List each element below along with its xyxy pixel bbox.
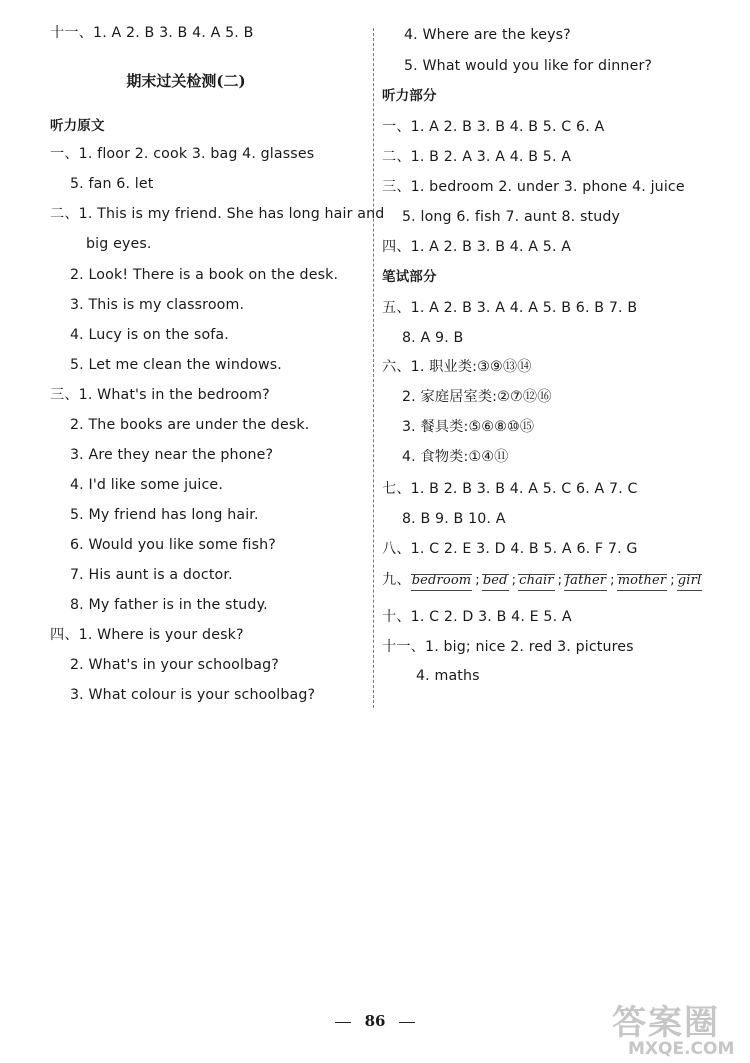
script-line: 4. Lucy is on the sofa.: [70, 327, 229, 343]
cursive-word: mother: [617, 573, 667, 588]
separator: ;: [557, 573, 563, 588]
script-line: 4. I'd like some juice.: [70, 477, 223, 493]
handwriting-answer-line: [382, 571, 703, 590]
cursive-word: girl: [677, 573, 702, 588]
written-heading: 笔试部分: [382, 269, 437, 285]
answer-line: 2. 家庭居室类:②⑦⑫⑯: [402, 389, 552, 405]
watermark-site: MXQE.COM: [628, 1039, 735, 1059]
watermark-logo-text: 答案圈: [612, 1003, 720, 1043]
script-line: 5. Let me clean the windows.: [70, 357, 282, 373]
answer-line: 十一、1. big; nice 2. red 3. pictures: [382, 639, 634, 655]
column-divider: [373, 28, 374, 708]
script-line: 4. Where are the keys?: [404, 27, 571, 43]
answer-line: 8. A 9. B: [402, 330, 464, 346]
section-number: 九、: [382, 572, 411, 588]
answer-line: 4. 食物类:①④⑪: [402, 449, 509, 465]
listening-script-heading: 听力原文: [50, 118, 105, 134]
script-line: 3. Are they near the phone?: [70, 447, 274, 463]
separator: ;: [511, 573, 517, 588]
answer-line: 一、1. A 2. B 3. B 4. B 5. C 6. A: [382, 119, 605, 135]
listening-heading: 听力部分: [382, 88, 437, 104]
dash-right: [399, 1022, 415, 1023]
script-line: 6. Would you like some fish?: [70, 537, 276, 553]
script-line: 5. What would you like for dinner?: [404, 58, 653, 74]
script-line: 四、1. Where is your desk?: [50, 627, 244, 643]
answer-line: 八、1. C 2. E 3. D 4. B 5. A 6. F 7. G: [382, 541, 638, 557]
cursive-word: chair: [519, 573, 554, 588]
separator: ;: [610, 573, 615, 588]
answer-line: 六、1. 职业类:③⑨⑬⑭: [382, 359, 532, 375]
script-line: 2. What's in your schoolbag?: [70, 657, 279, 673]
script-line: big eyes.: [86, 236, 152, 252]
script-line: 8. My father is in the study.: [70, 597, 268, 613]
separator: ;: [670, 573, 675, 588]
cursive-word: father: [565, 573, 607, 588]
script-line: 5. fan 6. let: [70, 176, 154, 192]
dash-left: [335, 1022, 351, 1023]
answer-line: 3. 餐具类:⑤⑥⑧⑩⑮: [402, 419, 535, 435]
script-line: 2. Look! There is a book on the desk.: [70, 267, 339, 283]
script-line: 三、1. What's in the bedroom?: [50, 387, 270, 403]
answer-line: 四、1. A 2. B 3. B 4. A 5. A: [382, 239, 572, 255]
script-line: 7. His aunt is a doctor.: [70, 567, 233, 583]
answer-line: 十、1. C 2. D 3. B 4. E 5. A: [382, 609, 572, 625]
answer-line: 5. long 6. fish 7. aunt 8. study: [402, 209, 621, 225]
answer-line: 8. B 9. B 10. A: [402, 511, 506, 527]
separator: ;: [475, 573, 480, 588]
script-line: 二、1. This is my friend. She has long hair and: [50, 206, 385, 222]
answer-line: 二、1. B 2. A 3. A 4. B 5. A: [382, 149, 572, 165]
answer-line: 七、1. B 2. B 3. B 4. A 5. C 6. A 7. C: [382, 481, 638, 497]
answer-line: 十一、1. A 2. B 3. B 4. A 5. B: [50, 25, 254, 41]
answer-line: 五、1. A 2. B 3. A 4. A 5. B 6. B 7. B: [382, 300, 638, 316]
cursive-word: bedroom: [411, 573, 472, 588]
cursive-word: bed: [482, 573, 508, 588]
script-line: 一、1. floor 2. cook 3. bag 4. glasses: [50, 146, 315, 162]
answer-line: 4. maths: [416, 668, 480, 684]
script-line: 3. What colour is your schoolbag?: [70, 687, 316, 703]
script-line: 3. This is my classroom.: [70, 297, 245, 313]
page-number-value: 86: [364, 1012, 386, 1030]
script-line: 2. The books are under the desk.: [70, 417, 310, 433]
watermark-logo: [606, 995, 744, 1061]
page-title: 期末过关检测(二): [126, 72, 246, 90]
script-line: 5. My friend has long hair.: [70, 507, 259, 523]
answer-line: 三、1. bedroom 2. under 3. phone 4. juice: [382, 179, 685, 195]
